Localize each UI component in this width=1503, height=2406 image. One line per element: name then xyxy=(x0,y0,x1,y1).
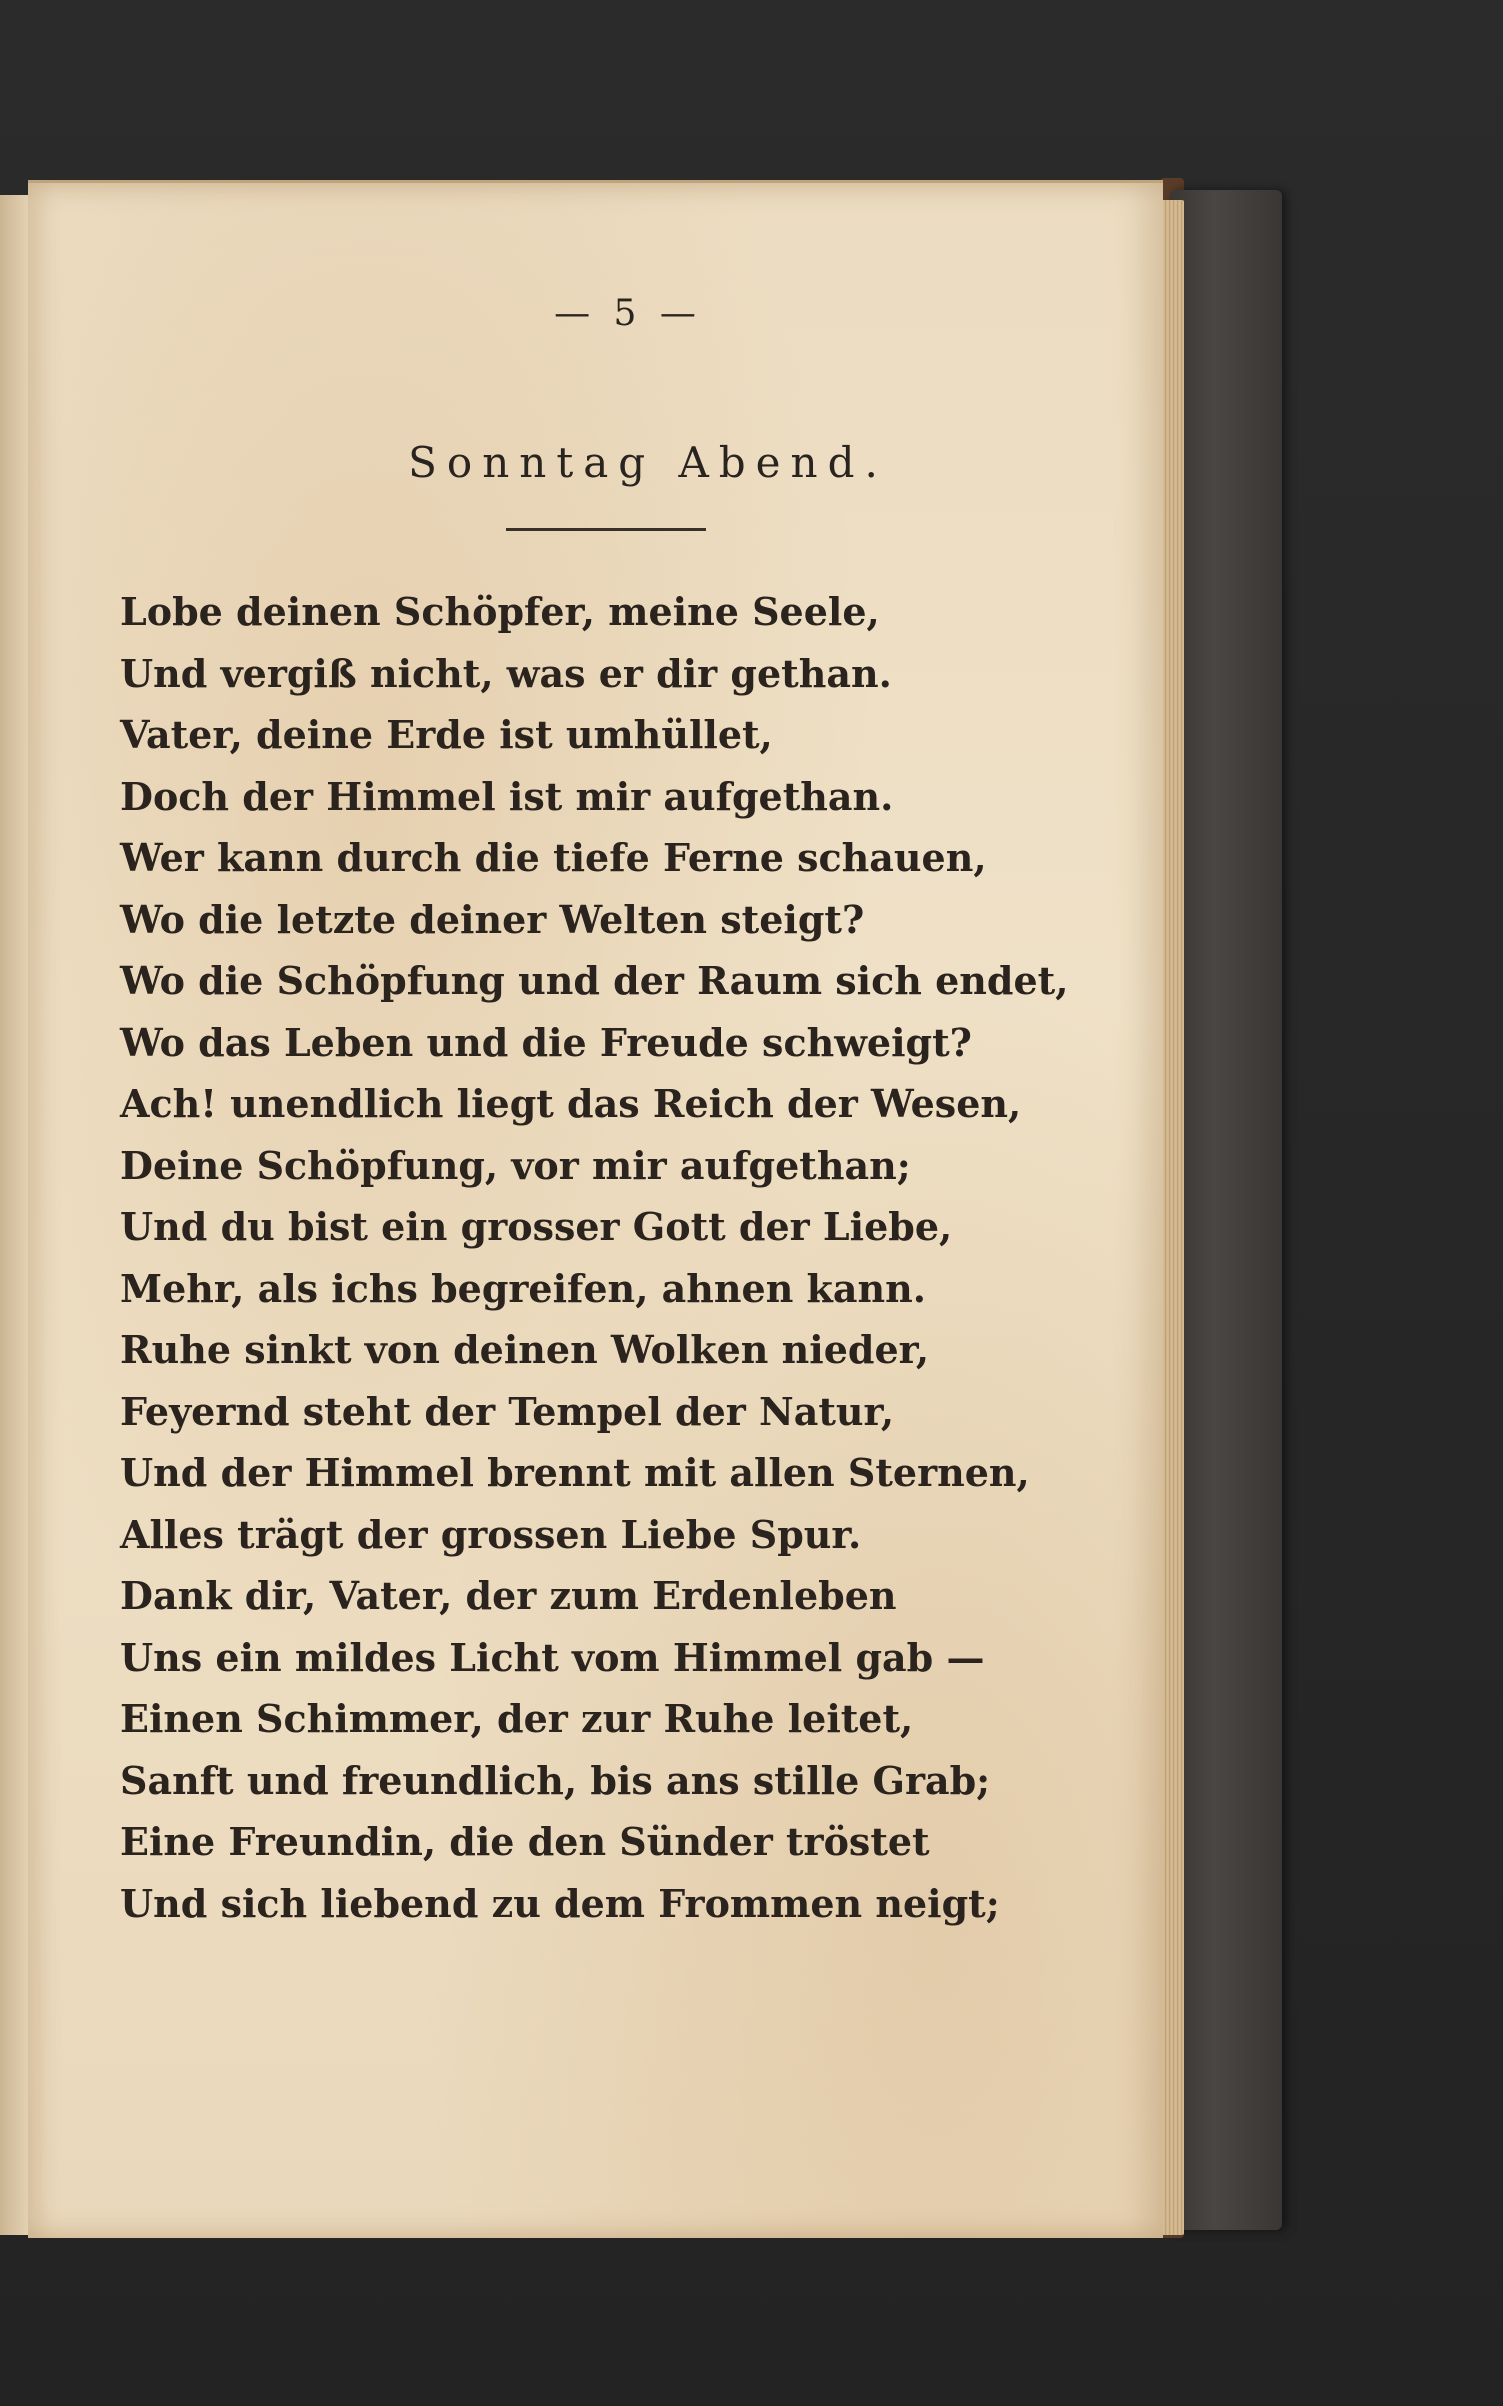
poem-line: Wo die Schöpfung und der Raum sich endet, xyxy=(120,958,1069,1003)
poem-line: Uns ein mildes Licht vom Himmel gab — xyxy=(120,1634,985,1680)
poem-title: Sonntag Abend. xyxy=(408,438,888,487)
poem-line: Alles trägt der grossen Liebe Spur. xyxy=(120,1511,862,1557)
poem-text xyxy=(120,581,1160,1934)
poem-line: Ruhe sinkt von deinen Wolken nieder, xyxy=(120,1327,930,1372)
poem-line: Deine Schöpfung, vor mir aufgethan; xyxy=(120,1142,911,1188)
poem-line: Dank dir, Vater, der zum Erdenleben xyxy=(120,1573,897,1618)
poem-line: Eine Freundin, die den Sünder tröstet xyxy=(120,1819,930,1864)
poem-line: Wer kann durch die tiefe Ferne schauen, xyxy=(120,835,987,880)
poem-line: Und vergiß nicht, was er dir gethan. xyxy=(120,650,892,696)
poem-line: Doch der Himmel ist mir aufgethan. xyxy=(120,773,894,819)
poem-line: Wo das Leben und die Freude schweigt? xyxy=(120,1019,972,1065)
book-cover xyxy=(1170,190,1282,2230)
poem-line: Sanft und freundlich, bis ans stille Grab; xyxy=(120,1757,991,1803)
title-divider xyxy=(506,528,706,531)
poem-line: Wo die letzte deiner Welten steigt? xyxy=(120,896,865,942)
poem-line: Und sich liebend zu dem Frommen neigt; xyxy=(120,1880,1000,1926)
poem-line: Feyernd steht der Tempel der Natur, xyxy=(120,1388,895,1434)
page-number: — 5 — xyxy=(554,293,702,334)
poem-line: Einen Schimmer, der zur Ruhe leitet, xyxy=(120,1696,914,1741)
poem-line: Und du bist ein grosser Gott der Liebe, xyxy=(120,1204,953,1249)
poem-line: Mehr, als ichs begreifen, ahnen kann. xyxy=(120,1265,926,1311)
poem-line: Und der Himmel brennt mit allen Sternen, xyxy=(120,1450,1030,1495)
poem-line: Ach! unendlich liegt das Reich der Wesen, xyxy=(120,1081,1022,1126)
poem-line: Vater, deine Erde ist umhüllet, xyxy=(120,712,773,757)
poem-line: Lobe deinen Schöpfer, meine Seele, xyxy=(120,589,880,634)
book-page xyxy=(28,180,1163,2238)
